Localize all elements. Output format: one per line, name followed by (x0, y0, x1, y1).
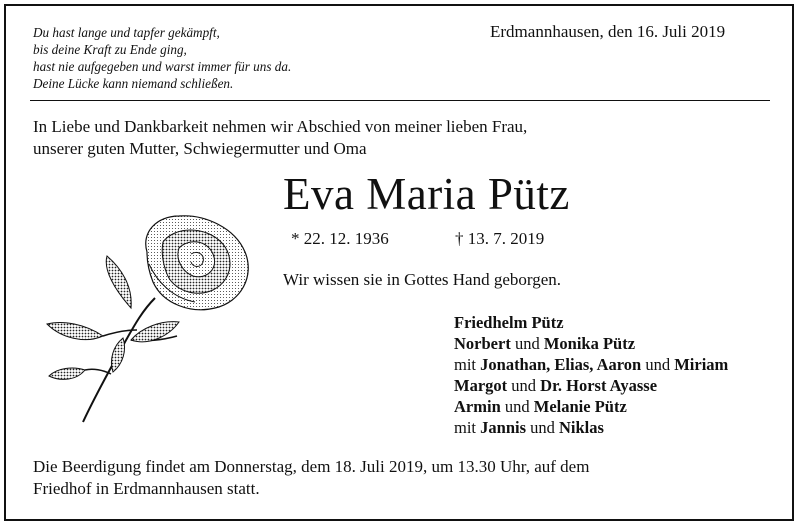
connector: und (514, 334, 540, 353)
poem-line: Du hast lange und tapfer gekämpft, (33, 25, 220, 40)
mourner-line (454, 375, 728, 396)
mourner-name: Jonathan, Elias, Aaron (480, 355, 642, 374)
mourner-name: Monika Pütz (543, 334, 636, 353)
rose-icon (45, 212, 255, 427)
mourner-name: Niklas (559, 418, 604, 437)
poem (33, 24, 291, 92)
mourner-name: Melanie Pütz (533, 397, 627, 416)
mourner-line (454, 354, 728, 375)
intro-line: In Liebe und Dankbarkeit nehmen wir Abschied von meiner lieben Frau, (33, 117, 528, 136)
connector: mit (454, 355, 477, 374)
intro-line: unserer guten Mutter, Schwiegermutter und Oma (33, 139, 367, 158)
mourner-line (454, 333, 728, 354)
mourner-line (454, 312, 728, 333)
mourners-list (454, 312, 728, 438)
funeral-announcement (33, 456, 589, 500)
faith-statement: Wir wissen sie in Gottes Hand geborgen. (283, 270, 562, 289)
death-date: † 13. 7. 2019 (455, 229, 545, 248)
deceased-name: Eva Maria Pütz (283, 169, 570, 219)
mourner-name: Miriam (674, 355, 729, 374)
connector: und (645, 355, 671, 374)
funeral-line: Friedhof in Erdmannhausen statt. (33, 479, 260, 498)
divider (30, 100, 770, 101)
connector: und (504, 397, 530, 416)
poem-line: bis deine Kraft zu Ende ging, (33, 42, 187, 57)
mourner-name: Jannis (480, 418, 526, 437)
mourner-name: Norbert (454, 334, 511, 353)
mourner-name: Margot (454, 376, 508, 395)
birth-date: * 22. 12. 1936 (291, 229, 389, 248)
intro-text (33, 116, 527, 160)
mourner-name: Dr. Horst Ayasse (540, 376, 658, 395)
connector: und (511, 376, 537, 395)
place-date: Erdmannhausen, den 16. Juli 2019 (490, 22, 726, 41)
mourner-line (454, 396, 728, 417)
mourner-line (454, 417, 728, 438)
funeral-line: Die Beerdigung findet am Donnerstag, dem 18. Juli 2019, um 13.30 Uhr, auf dem (33, 457, 590, 476)
connector: und (530, 418, 555, 437)
mourner-name: Armin (454, 397, 501, 416)
poem-line: Deine Lücke kann niemand schließen. (33, 76, 234, 91)
connector: mit (454, 418, 477, 437)
poem-line: hast nie aufgegeben und warst immer für uns da. (33, 59, 292, 74)
mourner-name: Friedhelm Pütz (454, 313, 564, 332)
